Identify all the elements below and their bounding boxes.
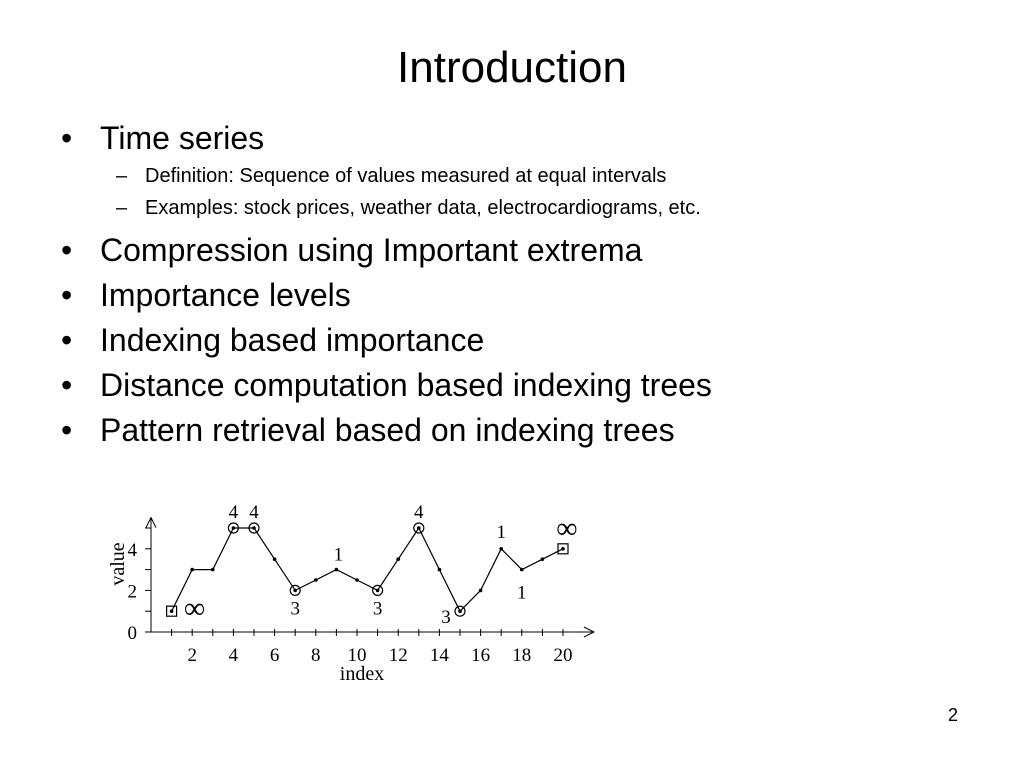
bullet-item bbox=[55, 277, 995, 314]
bullet-item bbox=[55, 367, 995, 404]
data-point bbox=[252, 526, 256, 530]
x-tick-label: 12 bbox=[388, 645, 408, 666]
x-tick-label: 2 bbox=[187, 645, 197, 666]
x-tick-label: 10 bbox=[347, 645, 367, 666]
y-tick-label: 4 bbox=[127, 539, 137, 561]
x-tick-label: 20 bbox=[553, 645, 573, 666]
data-point bbox=[170, 609, 174, 613]
data-point bbox=[232, 526, 236, 530]
bullet-text: Time series bbox=[100, 120, 265, 156]
y-tick-label: 2 bbox=[127, 581, 137, 603]
importance-label: 4 bbox=[249, 502, 259, 523]
x-tick-label: 14 bbox=[429, 645, 449, 666]
y-tick-label: 0 bbox=[127, 623, 137, 644]
data-point bbox=[541, 557, 545, 561]
sub-bullet-item: – Definition: Sequence of values measured at equal intervals bbox=[100, 160, 995, 192]
data-point bbox=[314, 578, 318, 582]
sub-bullet-item: – Examples: stock prices, weather data, electrocardiograms, etc. bbox=[100, 192, 995, 224]
y-axis-label: value bbox=[107, 542, 129, 586]
bullet-item bbox=[55, 120, 995, 224]
data-point bbox=[499, 547, 503, 551]
time-series-chart bbox=[96, 486, 602, 690]
importance-label: 1 bbox=[496, 521, 506, 543]
bullet-item bbox=[55, 412, 995, 449]
sub-bullet-list bbox=[100, 160, 995, 224]
data-point bbox=[273, 557, 277, 561]
page-number: 2 bbox=[948, 705, 959, 725]
data-point bbox=[417, 526, 421, 530]
data-point bbox=[458, 609, 462, 613]
slide-title: Introduction bbox=[397, 43, 627, 92]
bullet-item bbox=[55, 232, 995, 269]
bullet-text: Indexing based importance bbox=[100, 322, 485, 358]
importance-label: ∞ bbox=[183, 592, 206, 626]
bullet-text: Compression using Important extrema bbox=[100, 232, 643, 268]
bullet-text: Pattern retrieval based on indexing trees bbox=[100, 412, 675, 448]
importance-label: 3 bbox=[441, 607, 451, 629]
data-point bbox=[396, 557, 400, 561]
importance-label: 1 bbox=[333, 544, 344, 566]
x-tick-label: 18 bbox=[512, 645, 532, 666]
importance-label: 3 bbox=[372, 598, 383, 620]
data-point bbox=[438, 568, 442, 572]
x-tick-label: 4 bbox=[228, 645, 239, 666]
x-tick-label: 8 bbox=[311, 645, 321, 666]
data-point bbox=[479, 589, 483, 593]
bullet-item bbox=[55, 322, 995, 359]
data-point bbox=[355, 578, 359, 582]
bullet-text: Distance computation based indexing trees bbox=[100, 367, 712, 403]
importance-label: 3 bbox=[290, 598, 300, 620]
importance-label: 4 bbox=[414, 502, 424, 523]
data-point bbox=[335, 568, 339, 572]
data-point bbox=[561, 547, 565, 551]
data-point bbox=[376, 589, 380, 593]
data-point bbox=[190, 568, 194, 572]
data-point bbox=[211, 568, 215, 572]
chart-svg bbox=[96, 486, 602, 690]
importance-label: ∞ bbox=[556, 511, 578, 545]
data-point bbox=[520, 568, 524, 572]
x-tick-label: 6 bbox=[269, 645, 280, 666]
x-tick-label: 16 bbox=[471, 645, 491, 666]
importance-label: 4 bbox=[228, 502, 239, 523]
importance-label: 1 bbox=[517, 582, 527, 604]
data-point bbox=[293, 589, 297, 593]
bullet-list bbox=[55, 120, 995, 457]
x-axis-label: index bbox=[339, 663, 385, 685]
bullet-text: Importance levels bbox=[100, 277, 351, 313]
